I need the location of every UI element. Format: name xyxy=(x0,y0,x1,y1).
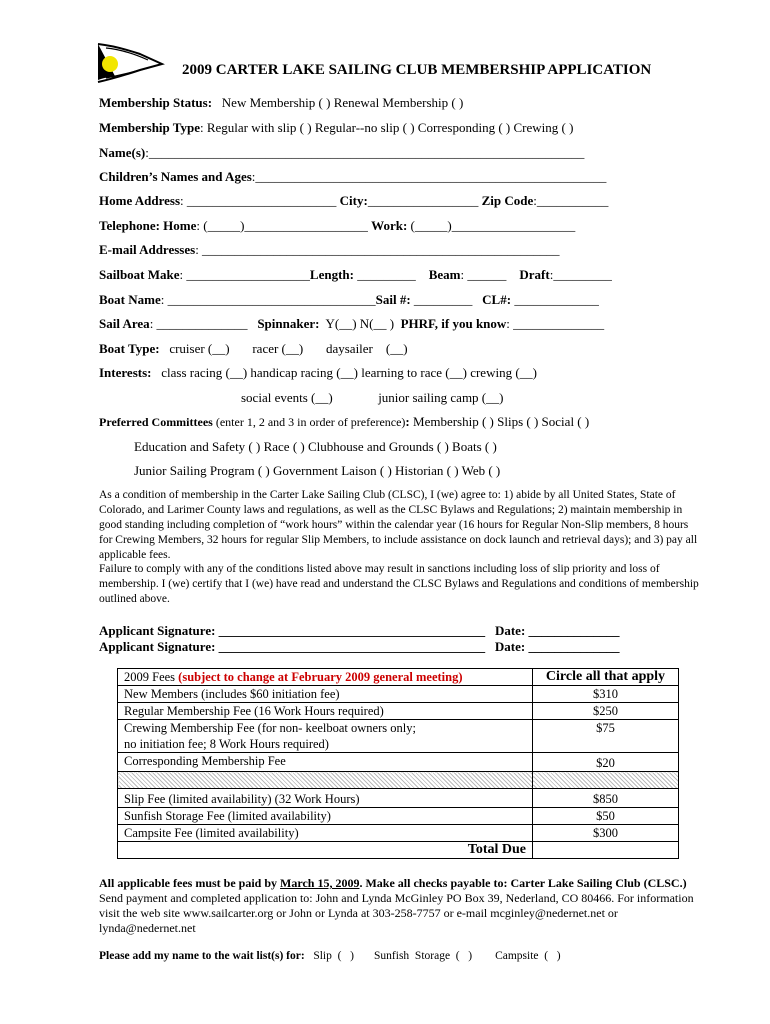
membership-status-row xyxy=(99,95,463,111)
length-field[interactable]: _________ xyxy=(353,267,416,282)
home-address-row xyxy=(99,193,608,209)
committees-options-3[interactable]: Junior Sailing Program ( ) Government Laison ( ) Historian ( ) Web ( ) xyxy=(134,463,501,478)
interests-row-2[interactable]: social events (__) junior sailing camp (__) xyxy=(241,390,504,405)
draft-field[interactable]: :_________ xyxy=(549,267,612,282)
fee-amount[interactable]: $300 xyxy=(533,825,679,842)
committees-options-1[interactable]: Membership ( ) Slips ( ) Social ( ) xyxy=(413,414,590,429)
fee-amount[interactable]: $850 xyxy=(533,789,679,808)
sail-area-label: Sail Area xyxy=(99,316,150,331)
boat-name-row xyxy=(99,292,599,308)
names-row xyxy=(99,145,584,161)
sail-number-field[interactable]: _________ xyxy=(410,292,473,307)
payment-instructions xyxy=(99,876,699,936)
hatched-spacer xyxy=(118,772,533,789)
membership-type-options[interactable]: : Regular with slip ( ) Regular--no slip ( ) Corresponding ( ) Crewing ( ) xyxy=(200,120,574,135)
phrf-field[interactable]: : ______________ xyxy=(506,316,605,331)
zip-field[interactable]: :___________ xyxy=(533,193,609,208)
table-row[interactable] xyxy=(118,720,679,753)
draft-label: Draft xyxy=(519,267,550,282)
signature-row-1 xyxy=(99,623,620,639)
payment-deadline-text: All applicable fees must be paid by xyxy=(99,876,281,890)
membership-status-label: Membership Status: xyxy=(99,95,213,110)
fee-label: Campsite Fee (limited availability) xyxy=(118,825,533,842)
fee-label: Corresponding Membership Fee xyxy=(118,753,533,772)
children-row xyxy=(99,169,606,185)
zip-label: Zip Code xyxy=(481,193,534,208)
boat-type-row xyxy=(99,341,408,357)
boat-type-label: Boat Type: xyxy=(99,341,160,356)
fee-label: Regular Membership Fee (16 Work Hours required) xyxy=(118,703,533,720)
telephone-row xyxy=(99,218,575,234)
table-row[interactable] xyxy=(118,703,679,720)
boat-name-label: Boat Name xyxy=(99,292,161,307)
phrf-label: PHRF, if you know xyxy=(400,316,507,331)
work-phone-label: Work: xyxy=(371,218,408,233)
fee-amount[interactable]: $310 xyxy=(533,686,679,703)
membership-type-label: Membership Type xyxy=(99,120,200,135)
sailboat-row xyxy=(99,267,612,283)
email-field[interactable]: : _______________________________________________________ xyxy=(195,242,560,257)
payment-mailing-text: Send payment and completed application to: John and Lynda McGinley PO Box 39, Nederland, CO 80466. For information visit the web site www.sailcarter.org or John or Lynda at 303-258-7757 or e-mail mcginley@nedernet.net or lynda@nedernet.net xyxy=(99,891,694,935)
city-label: City: xyxy=(339,193,368,208)
fee-amount[interactable]: $250 xyxy=(533,703,679,720)
fee-label-cont: no initiation fee; 8 Work Hours required) xyxy=(124,737,329,751)
table-row[interactable] xyxy=(118,753,679,772)
children-label: Children’s Names and Ages xyxy=(99,169,252,184)
payment-deadline-date: March 15, 2009 xyxy=(280,876,360,890)
waitlist-colon: : xyxy=(300,950,305,962)
sail-area-row xyxy=(99,316,604,332)
cl-number-field[interactable]: _____________ xyxy=(511,292,599,307)
fee-amount[interactable]: $50 xyxy=(533,808,679,825)
committees-options-2[interactable]: Education and Safety ( ) Race ( ) Clubhouse and Grounds ( ) Boats ( ) xyxy=(134,439,497,454)
membership-type-row xyxy=(99,120,573,136)
length-label: Length: xyxy=(309,267,354,282)
total-due-label: Total Due xyxy=(118,842,533,859)
names-field[interactable]: :___________________________________________________________________ xyxy=(145,145,585,160)
sail-number-label: Sail #: xyxy=(375,292,411,307)
committees-note: (enter 1, 2 and 3 in order of preference) xyxy=(212,415,406,429)
home-phone-field[interactable]: : (_____)___________________ xyxy=(196,218,368,233)
signature-field-2[interactable]: _________________________________________ xyxy=(215,639,486,654)
fees-header-label: 2009 Fees xyxy=(124,670,176,684)
hatched-spacer xyxy=(533,772,679,789)
beam-label: Beam xyxy=(428,267,461,282)
sail-area-field[interactable]: : ______________ xyxy=(149,316,248,331)
email-label: E-mail Addresses xyxy=(99,242,196,257)
sailing-burgee-icon xyxy=(96,42,166,86)
interests-options[interactable]: class racing (__) handicap racing (__) learning to race (__) crewing (__) xyxy=(161,365,537,380)
interests-label: Interests: xyxy=(99,365,152,380)
fee-label: New Members (includes $60 initiation fee) xyxy=(118,686,533,703)
total-due-field[interactable] xyxy=(533,842,679,859)
membership-conditions: As a condition of membership in the Carter Lake Sailing Club (CLSC), I (we) agree to: 1) abide by all United States, State of Colorado, and Larimer County laws and regulations, as well as the CLSC Bylaws and Regulations; 2) maintain membership in good standing including completion of “work hours” within the calendar year (16 hours for Regular Non-Slip members, 8 hours for Crewing Members, 32 hours for regular Slip Members, to include assistance on dock launch and retrieval days); and 3) pay all applicable fees. xyxy=(99,489,698,561)
sailboat-make-field[interactable]: : ___________________ xyxy=(179,267,310,282)
waitlist-label: Please add my name to the wait list(s) for xyxy=(99,950,301,962)
table-row[interactable] xyxy=(118,825,679,842)
work-phone-field[interactable]: (_____)___________________ xyxy=(407,218,576,233)
home-address-field[interactable]: : _______________________ xyxy=(180,193,337,208)
boat-name-field[interactable]: : ________________________________ xyxy=(160,292,376,307)
table-row[interactable] xyxy=(118,686,679,703)
membership-status-options[interactable]: New Membership ( ) Renewal Membership ( ) xyxy=(221,95,464,110)
fee-label: Crewing Membership Fee (for non- keelboat owners only; xyxy=(124,721,416,735)
signature-label: Applicant Signature xyxy=(99,623,212,638)
club-logo xyxy=(96,42,166,86)
fees-table xyxy=(117,668,679,859)
date-field-2[interactable]: ______________ xyxy=(525,639,620,654)
beam-field[interactable]: : ______ xyxy=(460,267,507,282)
committees-label: Preferred Committees xyxy=(99,415,213,429)
interests-row xyxy=(99,365,537,381)
fees-header-row xyxy=(118,669,679,686)
fee-amount[interactable]: $75 xyxy=(533,720,679,753)
signature-field[interactable]: : _________________________________________ xyxy=(211,623,486,638)
waitlist-row xyxy=(99,950,561,962)
children-field[interactable]: :______________________________________________________ xyxy=(251,169,607,184)
boat-type-options[interactable]: cruiser (__) racer (__) daysailer (__) xyxy=(169,341,408,356)
payment-payable-text: . Make all checks payable to: Carter Lake Sailing Club (CLSC.) xyxy=(359,876,687,890)
committees-colon: : xyxy=(405,414,410,429)
signature-label-2: Applicant Signature: xyxy=(99,639,216,654)
spinnaker-label: Spinnaker: xyxy=(257,316,320,331)
fees-header-note: (subject to change at February 2009 general meeting) xyxy=(178,670,463,684)
date-label: Date xyxy=(494,623,521,638)
table-spacer-row xyxy=(118,772,679,789)
total-row xyxy=(118,842,679,859)
table-row[interactable] xyxy=(118,808,679,825)
home-address-label: Home Address xyxy=(99,193,181,208)
page-title: 2009 CARTER LAKE SAILING CLUB MEMBERSHIP APPLICATION xyxy=(182,62,652,78)
sailboat-make-label: Sailboat Make xyxy=(99,267,180,282)
committees-row xyxy=(99,414,589,430)
fee-label: Slip Fee (limited availability) (32 Work Hours) xyxy=(118,789,533,808)
table-row[interactable] xyxy=(118,789,679,808)
city-field[interactable]: _________________ xyxy=(367,193,479,208)
signature-row-2 xyxy=(99,639,620,655)
fee-label-cell xyxy=(118,720,533,753)
telephone-label: Telephone: Home xyxy=(99,218,197,233)
fees-header-cell xyxy=(118,669,533,686)
fee-amount[interactable]: $20 xyxy=(533,753,679,772)
circle-all-header: Circle all that apply xyxy=(533,669,679,686)
waitlist-options[interactable]: Slip ( ) Sunfish Storage ( ) Campsite ( ) xyxy=(304,950,561,962)
fee-label: Sunfish Storage Fee (limited availability) xyxy=(118,808,533,825)
spinnaker-options[interactable]: Y(__) N(__ ) xyxy=(325,316,395,331)
email-row xyxy=(99,242,560,258)
date-field[interactable]: : ______________ xyxy=(520,623,620,638)
cl-number-label: CL#: xyxy=(482,292,512,307)
date-label-2: Date: xyxy=(494,639,526,654)
sanctions-text: Failure to comply with any of the conditions listed above may result in sanctions including loss of slip priority and loss of membership. I (we) certify that I (we) have read and understand the CLSC Bylaws and Regulations and conditions of membership outlined above. xyxy=(99,563,699,605)
names-label: Name(s) xyxy=(99,145,146,160)
